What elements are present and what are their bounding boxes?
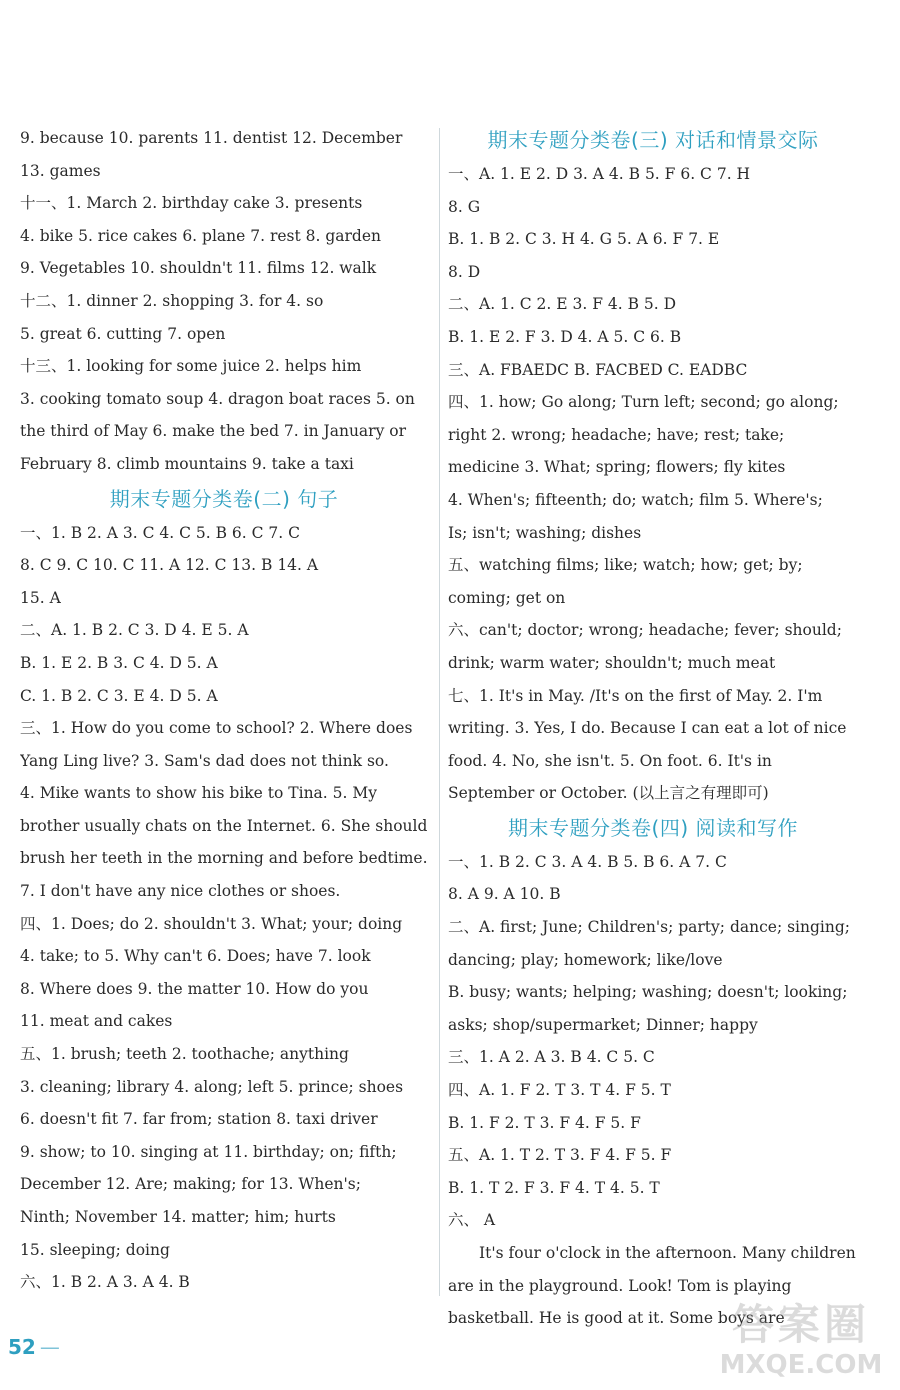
answer-line: 7. I don't have any nice clothes or shoes. (20, 882, 341, 901)
column-divider (439, 128, 440, 1296)
answer-line: 4. When's; fifteenth; do; watch; film 5. Where's; (448, 490, 823, 509)
answer-line: B. busy; wants; helping; washing; doesn't; looking; (448, 983, 848, 1002)
answer-line: 4. take; to 5. Why can't 6. Does; have 7. look (20, 947, 371, 966)
answer-line: right 2. wrong; headache; have; rest; take; (448, 425, 785, 444)
answer-line: 9. show; to 10. singing at 11. birthday; on; fifth; (20, 1142, 397, 1161)
answer-line: 七、1. It's in May. /It's on the first of May. 2. I'm (448, 686, 823, 705)
answer-line: 3. cooking tomato soup 4. dragon boat races 5. on (20, 389, 415, 408)
answer-line: 8. Where does 9. the matter 10. How do you (20, 979, 369, 998)
answer-line: asks; shop/supermarket; Dinner; happy (448, 1015, 758, 1034)
answer-line: 六、1. B 2. A 3. A 4. B (20, 1273, 190, 1292)
answer-line: 8. D (448, 262, 481, 281)
answer-line: 六、 A (448, 1211, 496, 1230)
answer-line: B. 1. B 2. C 3. H 4. G 5. A 6. F 7. E (448, 230, 720, 249)
answer-line: September or October. (以上言之有理即可) (448, 784, 769, 803)
page-number: 52 (8, 1335, 36, 1359)
answer-line: coming; get on (448, 588, 566, 607)
answer-line: 十一、1. March 2. birthday cake 3. presents (20, 194, 363, 213)
watermark-main-text: 答案圈 (731, 1300, 870, 1349)
answer-line: February 8. climb mountains 9. take a taxi (20, 454, 354, 473)
answer-line: 三、1. A 2. A 3. B 4. C 5. C (448, 1048, 655, 1067)
answer-line: 8. G (448, 197, 481, 216)
answer-line: B. 1. F 2. T 3. F 4. F 5. F (448, 1113, 641, 1132)
watermark-logo (716, 1300, 886, 1384)
answer-line: 4. Mike wants to show his bike to Tina. 5. My (20, 784, 377, 803)
answer-line: December 12. Are; making; for 13. When's; (20, 1175, 361, 1194)
answer-line: dancing; play; homework; like/love (448, 950, 723, 969)
answer-line: 五、A. 1. T 2. T 3. F 4. F 5. F (448, 1146, 672, 1165)
answer-line: 三、1. How do you come to school? 2. Where does (20, 719, 413, 738)
watermark-sub-text: MXQE.COM (719, 1350, 883, 1380)
answer-line: B. 1. E 2. F 3. D 4. A 5. C 6. B (448, 327, 682, 346)
answer-line: 五、1. brush; teeth 2. toothache; anything (20, 1045, 349, 1064)
answer-line: 13. games (20, 161, 101, 180)
answer-line: 5. great 6. cutting 7. open (20, 324, 226, 343)
answer-line: 一、1. B 2. A 3. C 4. C 5. B 6. C 7. C (20, 523, 300, 542)
answer-line: 五、watching films; like; watch; how; get; by; (448, 556, 803, 575)
answer-line: 9. because 10. parents 11. dentist 12. December (20, 129, 403, 147)
answer-line: 11. meat and cakes (20, 1012, 173, 1031)
answer-line: 一、A. 1. E 2. D 3. A 4. B 5. F 6. C 7. H (448, 165, 751, 183)
answer-line: writing. 3. Yes, I do. Because I can eat a lot of nice (448, 719, 847, 738)
answer-line: 四、1. Does; do 2. shouldn't 3. What; your; doing (20, 914, 403, 933)
answer-line: 4. bike 5. rice cakes 6. plane 7. rest 8. garden (20, 226, 382, 245)
answer-line: C. 1. B 2. C 3. E 4. D 5. A (20, 686, 218, 705)
answer-line: Ninth; November 14. matter; him; hurts (20, 1208, 336, 1226)
answer-line: 8. C 9. C 10. C 11. A 12. C 13. B 14. A (20, 556, 319, 575)
answer-line: It's four o'clock in the afternoon. Many children (479, 1244, 856, 1262)
right-column (448, 122, 858, 1335)
section-title: 期末专题分类卷(二) 句子 (109, 486, 339, 511)
answer-line: food. 4. No, she isn't. 5. On foot. 6. It's in (448, 751, 772, 770)
section-title: 期末专题分类卷(四) 阅读和写作 (508, 815, 798, 840)
section-title: 期末专题分类卷(三) 对话和情景交际 (487, 128, 819, 152)
answer-line: 六、can't; doctor; wrong; headache; fever; should; (448, 621, 842, 640)
page-footer (8, 1335, 60, 1359)
answer-line: 6. doesn't fit 7. far from; station 8. taxi driver (20, 1110, 378, 1129)
answer-line: medicine 3. What; spring; flowers; fly kites (448, 458, 786, 477)
footer-dash: — (39, 1335, 60, 1359)
answer-line: 十三、1. looking for some juice 2. helps him (20, 357, 362, 376)
answer-line: B. 1. E 2. B 3. C 4. D 5. A (20, 653, 218, 672)
answer-line: the third of May 6. make the bed 7. in January or (20, 422, 407, 441)
answer-line: 一、1. B 2. C 3. A 4. B 5. B 6. A 7. C (448, 852, 727, 871)
answer-line: 3. cleaning; library 4. along; left 5. prince; shoes (20, 1077, 404, 1096)
answer-line: brush her teeth in the morning and before bedtime. (20, 849, 428, 868)
answer-line: 三、A. FBAEDC B. FACBED C. EADBC (448, 360, 748, 379)
left-column (20, 122, 428, 1299)
answer-line: 二、A. 1. B 2. C 3. D 4. E 5. A (20, 621, 249, 640)
answer-line: B. 1. T 2. F 3. F 4. T 4. 5. T (448, 1178, 660, 1197)
answer-line: 十二、1. dinner 2. shopping 3. for 4. so (20, 291, 324, 310)
answer-line: 二、A. 1. C 2. E 3. F 4. B 5. D (448, 295, 677, 314)
answer-line: 四、1. how; Go along; Turn left; second; go along; (448, 393, 839, 412)
answer-line: brother usually chats on the Internet. 6. She should (20, 816, 428, 835)
answer-line: 二、A. first; June; Children's; party; dance; singing; (448, 918, 850, 937)
answer-line: 15. sleeping; doing (20, 1240, 170, 1259)
answer-line: basketball. He is good at it. Some boys are (448, 1309, 785, 1328)
answer-line: drink; warm water; shouldn't; much meat (448, 653, 776, 672)
answer-line: Is; isn't; washing; dishes (448, 523, 642, 542)
answer-line: 8. A 9. A 10. B (448, 885, 561, 904)
answer-line: 四、A. 1. F 2. T 3. T 4. F 5. T (448, 1081, 671, 1100)
answer-line: 15. A (20, 588, 61, 607)
answer-line: are in the playground. Look! Tom is playing (448, 1276, 792, 1295)
answer-line: Yang Ling live? 3. Sam's dad does not think so. (20, 751, 389, 770)
answer-line: 9. Vegetables 10. shouldn't 11. films 12. walk (20, 259, 377, 278)
